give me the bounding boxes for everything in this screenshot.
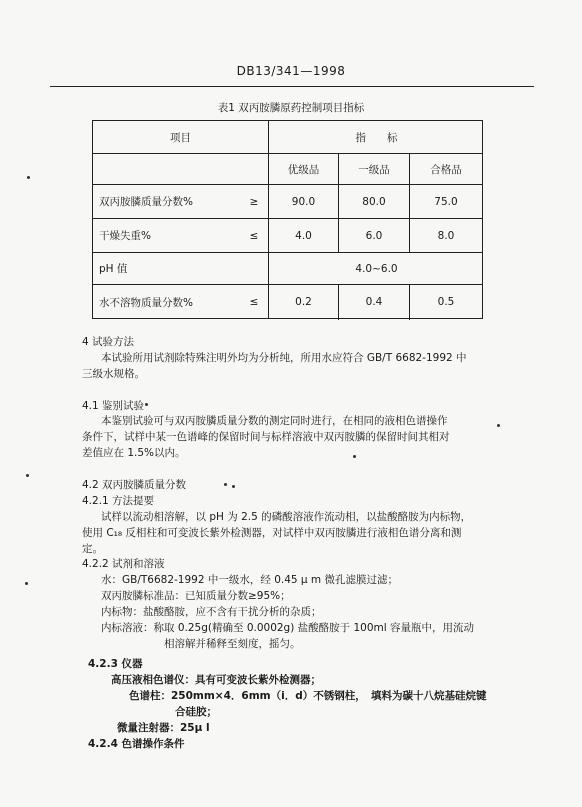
table-cell: 0.4 (365, 296, 383, 308)
table-cell: 0.5 (437, 296, 455, 308)
merged-cell: 4.0~6.0 (355, 262, 398, 275)
section-title: 4.1 鉴别试验 (82, 400, 145, 412)
scan-speck (232, 485, 235, 488)
spec-table (92, 120, 483, 319)
table-cell: 8.0 (437, 229, 455, 242)
subsection-title: 4.2.2 试剂和溶液 (82, 558, 165, 570)
grade-qualified: 合格品 (430, 163, 462, 176)
paragraph-line: 定。 (82, 543, 103, 555)
row-operator: ≤ (249, 229, 259, 242)
scan-speck (497, 424, 500, 427)
table-cell: 0.2 (295, 296, 312, 308)
row-label: 水不溶物质量分数% (99, 296, 193, 309)
list-line: 内标物：盐酸酪胺，应不含有干扰分析的杂质； (101, 606, 322, 618)
paragraph-line: 试样以流动相溶解，以 pH 为 2.5 的磷酸溶液作流动相，以盐酸酪胺为内标物， (101, 511, 472, 523)
scan-speck (26, 474, 29, 477)
list-line: 高压液相色谱仪：具有可变波长紫外检测器； (111, 674, 321, 686)
table-cell: 75.0 (434, 195, 458, 208)
paragraph-line: 条件下，试样中某一色谱峰的保留时间与标样溶液中双丙胺膦的保留时间其相对 (82, 431, 450, 443)
row-label: 双丙胺膦质量分数% (99, 196, 193, 208)
table-cell: 6.0 (365, 229, 383, 242)
scan-speck (224, 483, 227, 486)
scan-speck (27, 176, 30, 179)
list-line: 水：GB/T6682-1992 中一级水，经 0.45 μ m 微孔滤膜过滤； (101, 574, 398, 586)
paragraph-line: 使用 C₁₈ 反相柱和可变波长紫外检测器，对试样中双丙胺膦进行液相色谱分离和测 (82, 527, 462, 539)
subsection-title: 4.2.4 色谱操作条件 (88, 738, 185, 750)
section-title: 4 试验方法 (82, 336, 135, 348)
list-line: 双丙胺膦标准品：已知质量分数≥95%； (101, 590, 291, 602)
scan-speck (25, 582, 28, 585)
list-line: 合硅胶； (175, 706, 217, 718)
table-cell: 80.0 (362, 195, 386, 208)
list-line: 微量注射器：25μ l (117, 722, 210, 734)
table-cell: 4.0 (295, 229, 312, 242)
subsection-title: 4.2.1 方法提要 (82, 495, 155, 507)
paragraph-line: 三级水规格。 (82, 368, 145, 380)
grade-premium: 优级品 (287, 163, 320, 176)
paragraph-line: 本试验所用试剂除特殊注明外均为分析纯，所用水应符合 GB/T 6682-1992 中 (101, 352, 467, 364)
row-operator: ≥ (249, 195, 259, 208)
list-line: 色谱柱：250mm×4．6mm（i．d）不锈钢柱， 填料为碳十八烷基硅烷键 (129, 690, 487, 702)
scan-speck (353, 455, 356, 458)
paragraph-line: 差值应在 1.5%以内。 (82, 447, 186, 459)
list-line: 相溶解并稀释至刻度，摇匀。 (164, 638, 301, 650)
table-caption: 表1 双丙胺膦原药控制项目指标 (217, 102, 365, 114)
scan-speck (145, 403, 148, 406)
header-index: 指 标 (355, 131, 398, 144)
document-code: DB13/341—1998 (236, 64, 346, 78)
grade-first: 一级品 (358, 163, 390, 176)
header-rule (50, 86, 534, 87)
row-label: pH 值 (99, 263, 128, 275)
subsection-title: 4.2.3 仪器 (88, 658, 143, 670)
row-label: 干燥失重% (99, 230, 151, 242)
section-title: 4.2 双丙胺膦质量分数 (82, 479, 187, 491)
paragraph-line: 本鉴别试验可与双丙胺膦质量分数的测定同时进行，在相同的液相色谱操作 (101, 415, 448, 427)
list-line: 内标溶液：称取 0.25g(精确至 0.0002g) 盐酸酪胺于 100ml 容量瓶中，用流动 (101, 622, 475, 634)
table-cell: 90.0 (291, 195, 316, 208)
header-item: 项目 (170, 131, 191, 144)
row-operator: ≤ (249, 296, 259, 308)
